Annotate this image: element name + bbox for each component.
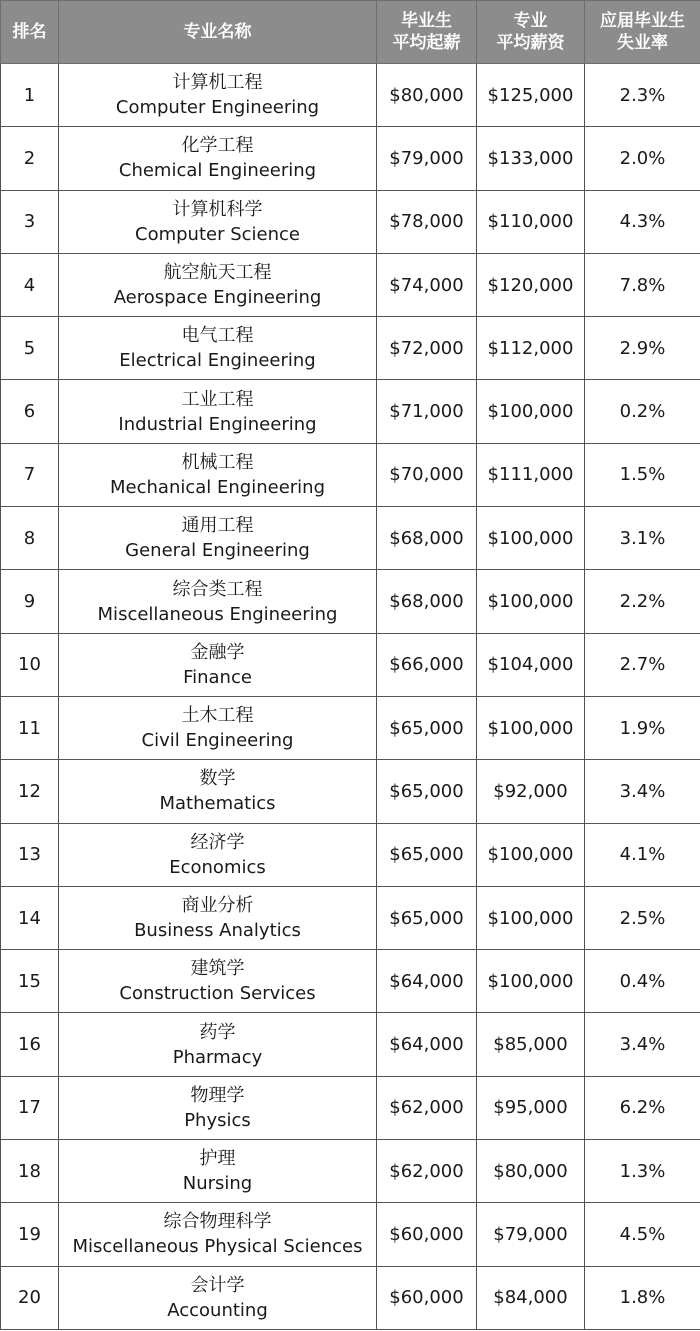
header-unemployment-line2: 失业率 bbox=[617, 33, 668, 53]
major-name-english: Finance bbox=[183, 666, 252, 688]
rank-cell: 10 bbox=[1, 633, 59, 696]
unemployment-rate-cell: 0.4% bbox=[585, 950, 700, 1013]
average-salary-cell: $100,000 bbox=[477, 823, 585, 886]
rank-cell: 7 bbox=[1, 443, 59, 506]
major-name-cell bbox=[59, 317, 377, 380]
major-name-chinese: 计算机工程 bbox=[172, 72, 263, 94]
starting-salary-cell: $64,000 bbox=[377, 950, 477, 1013]
header-unemployment-line1: 应届毕业生 bbox=[600, 11, 685, 31]
major-name-english: Electrical Engineering bbox=[119, 350, 316, 372]
table-row bbox=[1, 1203, 700, 1266]
average-salary-cell: $104,000 bbox=[477, 633, 585, 696]
average-salary-cell: $110,000 bbox=[477, 190, 585, 253]
header-average-salary-line2: 平均薪资 bbox=[496, 33, 565, 53]
starting-salary-cell: $72,000 bbox=[377, 317, 477, 380]
starting-salary-cell: $62,000 bbox=[377, 1076, 477, 1139]
rank-cell: 8 bbox=[1, 507, 59, 570]
average-salary-cell: $100,000 bbox=[477, 950, 585, 1013]
average-salary-cell: $100,000 bbox=[477, 570, 585, 633]
major-name-chinese: 金融学 bbox=[190, 641, 245, 663]
major-name-english: Economics bbox=[169, 856, 266, 878]
table-row bbox=[1, 1076, 700, 1139]
average-salary-cell: $125,000 bbox=[477, 64, 585, 127]
major-name-cell bbox=[59, 1203, 377, 1266]
unemployment-rate-cell: 2.9% bbox=[585, 317, 700, 380]
major-name-chinese: 综合物理科学 bbox=[163, 1211, 272, 1233]
starting-salary-cell: $60,000 bbox=[377, 1203, 477, 1266]
major-name-cell bbox=[59, 190, 377, 253]
major-name-english: Civil Engineering bbox=[141, 730, 294, 752]
major-name-cell bbox=[59, 1140, 377, 1203]
major-name-english: Accounting bbox=[167, 1299, 268, 1321]
header-starting-salary bbox=[377, 1, 477, 64]
table-row bbox=[1, 64, 700, 127]
rank-cell: 4 bbox=[1, 253, 59, 316]
average-salary-cell: $112,000 bbox=[477, 317, 585, 380]
major-name-english: Mathematics bbox=[159, 793, 276, 815]
major-name-cell bbox=[59, 64, 377, 127]
major-name-english: Aerospace Engineering bbox=[113, 287, 322, 309]
header-rank: 排名 bbox=[1, 1, 59, 64]
average-salary-cell: $85,000 bbox=[477, 1013, 585, 1076]
starting-salary-cell: $71,000 bbox=[377, 380, 477, 443]
table-body bbox=[1, 64, 700, 1330]
average-salary-cell: $92,000 bbox=[477, 760, 585, 823]
major-name-english: Construction Services bbox=[119, 983, 316, 1005]
table-row bbox=[1, 950, 700, 1013]
rank-cell: 12 bbox=[1, 760, 59, 823]
major-name-chinese: 综合类工程 bbox=[172, 578, 263, 600]
major-name-cell bbox=[59, 950, 377, 1013]
major-name-english: Nursing bbox=[182, 1173, 253, 1195]
average-salary-cell: $100,000 bbox=[477, 886, 585, 949]
header-starting-salary-line2: 平均起薪 bbox=[392, 33, 461, 53]
starting-salary-cell: $74,000 bbox=[377, 253, 477, 316]
table-row bbox=[1, 696, 700, 759]
header-starting-salary-line1: 毕业生 bbox=[401, 11, 452, 31]
average-salary-cell: $100,000 bbox=[477, 507, 585, 570]
major-name-chinese: 化学工程 bbox=[181, 135, 254, 157]
rank-cell: 14 bbox=[1, 886, 59, 949]
unemployment-rate-cell: 4.5% bbox=[585, 1203, 700, 1266]
average-salary-cell: $84,000 bbox=[477, 1266, 585, 1329]
rank-cell: 13 bbox=[1, 823, 59, 886]
major-name-cell bbox=[59, 380, 377, 443]
unemployment-rate-cell: 2.2% bbox=[585, 570, 700, 633]
major-name-cell bbox=[59, 1076, 377, 1139]
rank-cell: 6 bbox=[1, 380, 59, 443]
table-row bbox=[1, 1013, 700, 1076]
rank-cell: 16 bbox=[1, 1013, 59, 1076]
unemployment-rate-cell: 2.0% bbox=[585, 127, 700, 190]
average-salary-cell: $111,000 bbox=[477, 443, 585, 506]
unemployment-rate-cell: 3.4% bbox=[585, 1013, 700, 1076]
rank-cell: 17 bbox=[1, 1076, 59, 1139]
major-name-cell bbox=[59, 633, 377, 696]
major-name-chinese: 经济学 bbox=[190, 831, 245, 853]
header-major: 专业名称 bbox=[59, 1, 377, 64]
major-name-cell bbox=[59, 127, 377, 190]
table-row bbox=[1, 380, 700, 443]
rank-cell: 9 bbox=[1, 570, 59, 633]
starting-salary-cell: $68,000 bbox=[377, 570, 477, 633]
rank-cell: 1 bbox=[1, 64, 59, 127]
major-name-cell bbox=[59, 1013, 377, 1076]
header-average-salary-line1: 专业 bbox=[513, 11, 548, 31]
table-row bbox=[1, 253, 700, 316]
starting-salary-cell: $70,000 bbox=[377, 443, 477, 506]
table-row bbox=[1, 633, 700, 696]
rank-cell: 11 bbox=[1, 696, 59, 759]
starting-salary-cell: $60,000 bbox=[377, 1266, 477, 1329]
unemployment-rate-cell: 3.1% bbox=[585, 507, 700, 570]
major-name-english: Miscellaneous Engineering bbox=[97, 603, 338, 625]
table-row bbox=[1, 760, 700, 823]
average-salary-cell: $95,000 bbox=[477, 1076, 585, 1139]
major-name-chinese: 商业分析 bbox=[181, 895, 254, 916]
starting-salary-cell: $65,000 bbox=[377, 760, 477, 823]
rank-cell: 18 bbox=[1, 1140, 59, 1203]
average-salary-cell: $79,000 bbox=[477, 1203, 585, 1266]
table-row bbox=[1, 823, 700, 886]
major-name-english: Industrial Engineering bbox=[118, 413, 317, 435]
table-row bbox=[1, 886, 700, 949]
unemployment-rate-cell: 1.3% bbox=[585, 1140, 700, 1203]
major-name-english: Physics bbox=[184, 1109, 251, 1131]
unemployment-rate-cell: 1.8% bbox=[585, 1266, 700, 1329]
major-name-chinese: 工业工程 bbox=[181, 388, 254, 410]
major-name-chinese: 计算机科学 bbox=[172, 198, 263, 220]
major-name-cell bbox=[59, 760, 377, 823]
major-name-english: Computer Engineering bbox=[115, 97, 320, 119]
unemployment-rate-cell: 2.3% bbox=[585, 64, 700, 127]
major-name-chinese: 机械工程 bbox=[181, 451, 254, 473]
unemployment-rate-cell: 4.3% bbox=[585, 190, 700, 253]
unemployment-rate-cell: 1.9% bbox=[585, 696, 700, 759]
starting-salary-cell: $68,000 bbox=[377, 507, 477, 570]
major-name-cell bbox=[59, 696, 377, 759]
major-name-english: Business Analytics bbox=[134, 920, 301, 941]
unemployment-rate-cell: 4.1% bbox=[585, 823, 700, 886]
table-header bbox=[1, 1, 700, 64]
major-name-chinese: 物理学 bbox=[190, 1084, 245, 1106]
table-row bbox=[1, 1266, 700, 1329]
starting-salary-cell: $65,000 bbox=[377, 886, 477, 949]
major-name-cell bbox=[59, 823, 377, 886]
unemployment-rate-cell: 3.4% bbox=[585, 760, 700, 823]
major-name-chinese: 数学 bbox=[199, 768, 236, 790]
major-name-cell bbox=[59, 507, 377, 570]
unemployment-rate-cell: 2.7% bbox=[585, 633, 700, 696]
major-name-english: Mechanical Engineering bbox=[110, 476, 325, 498]
table-row bbox=[1, 507, 700, 570]
major-name-english: Chemical Engineering bbox=[118, 160, 317, 182]
major-name-cell bbox=[59, 253, 377, 316]
major-name-chinese: 护理 bbox=[199, 1148, 236, 1170]
major-name-cell bbox=[59, 443, 377, 506]
rank-cell: 20 bbox=[1, 1266, 59, 1329]
major-name-cell bbox=[59, 1266, 377, 1329]
major-name-chinese: 电气工程 bbox=[181, 325, 254, 347]
major-name-cell bbox=[59, 886, 377, 949]
rank-cell: 19 bbox=[1, 1203, 59, 1266]
header-unemployment-rate bbox=[585, 1, 700, 64]
starting-salary-cell: $66,000 bbox=[377, 633, 477, 696]
major-name-chinese: 会计学 bbox=[190, 1274, 245, 1296]
major-name-english: Pharmacy bbox=[172, 1046, 263, 1068]
unemployment-rate-cell: 0.2% bbox=[585, 380, 700, 443]
major-name-cell bbox=[59, 570, 377, 633]
starting-salary-cell: $64,000 bbox=[377, 1013, 477, 1076]
unemployment-rate-cell: 1.5% bbox=[585, 443, 700, 506]
rank-cell: 5 bbox=[1, 317, 59, 380]
major-name-english: Miscellaneous Physical Sciences bbox=[72, 1236, 363, 1258]
unemployment-rate-cell: 2.5% bbox=[585, 886, 700, 949]
table-row bbox=[1, 127, 700, 190]
header-average-salary bbox=[477, 1, 585, 64]
rank-cell: 15 bbox=[1, 950, 59, 1013]
average-salary-cell: $100,000 bbox=[477, 380, 585, 443]
average-salary-cell: $80,000 bbox=[477, 1140, 585, 1203]
major-name-chinese: 航空航天工程 bbox=[163, 262, 272, 284]
rank-cell: 2 bbox=[1, 127, 59, 190]
average-salary-cell: $133,000 bbox=[477, 127, 585, 190]
table-row bbox=[1, 1140, 700, 1203]
rank-cell: 3 bbox=[1, 190, 59, 253]
header-row bbox=[1, 1, 700, 64]
unemployment-rate-cell: 6.2% bbox=[585, 1076, 700, 1139]
table-row bbox=[1, 317, 700, 380]
average-salary-cell: $120,000 bbox=[477, 253, 585, 316]
starting-salary-cell: $78,000 bbox=[377, 190, 477, 253]
major-name-chinese: 建筑学 bbox=[190, 958, 245, 980]
major-name-english: Computer Science bbox=[135, 223, 300, 245]
starting-salary-cell: $79,000 bbox=[377, 127, 477, 190]
starting-salary-cell: $80,000 bbox=[377, 64, 477, 127]
major-name-english: General Engineering bbox=[125, 540, 310, 562]
unemployment-rate-cell: 7.8% bbox=[585, 253, 700, 316]
major-name-chinese: 药学 bbox=[199, 1021, 236, 1043]
starting-salary-cell: $65,000 bbox=[377, 823, 477, 886]
starting-salary-cell: $65,000 bbox=[377, 696, 477, 759]
table-row bbox=[1, 570, 700, 633]
starting-salary-cell: $62,000 bbox=[377, 1140, 477, 1203]
table-row bbox=[1, 443, 700, 506]
major-name-chinese: 通用工程 bbox=[181, 515, 254, 537]
table-row bbox=[1, 190, 700, 253]
major-name-chinese: 土木工程 bbox=[181, 705, 254, 727]
average-salary-cell: $100,000 bbox=[477, 696, 585, 759]
